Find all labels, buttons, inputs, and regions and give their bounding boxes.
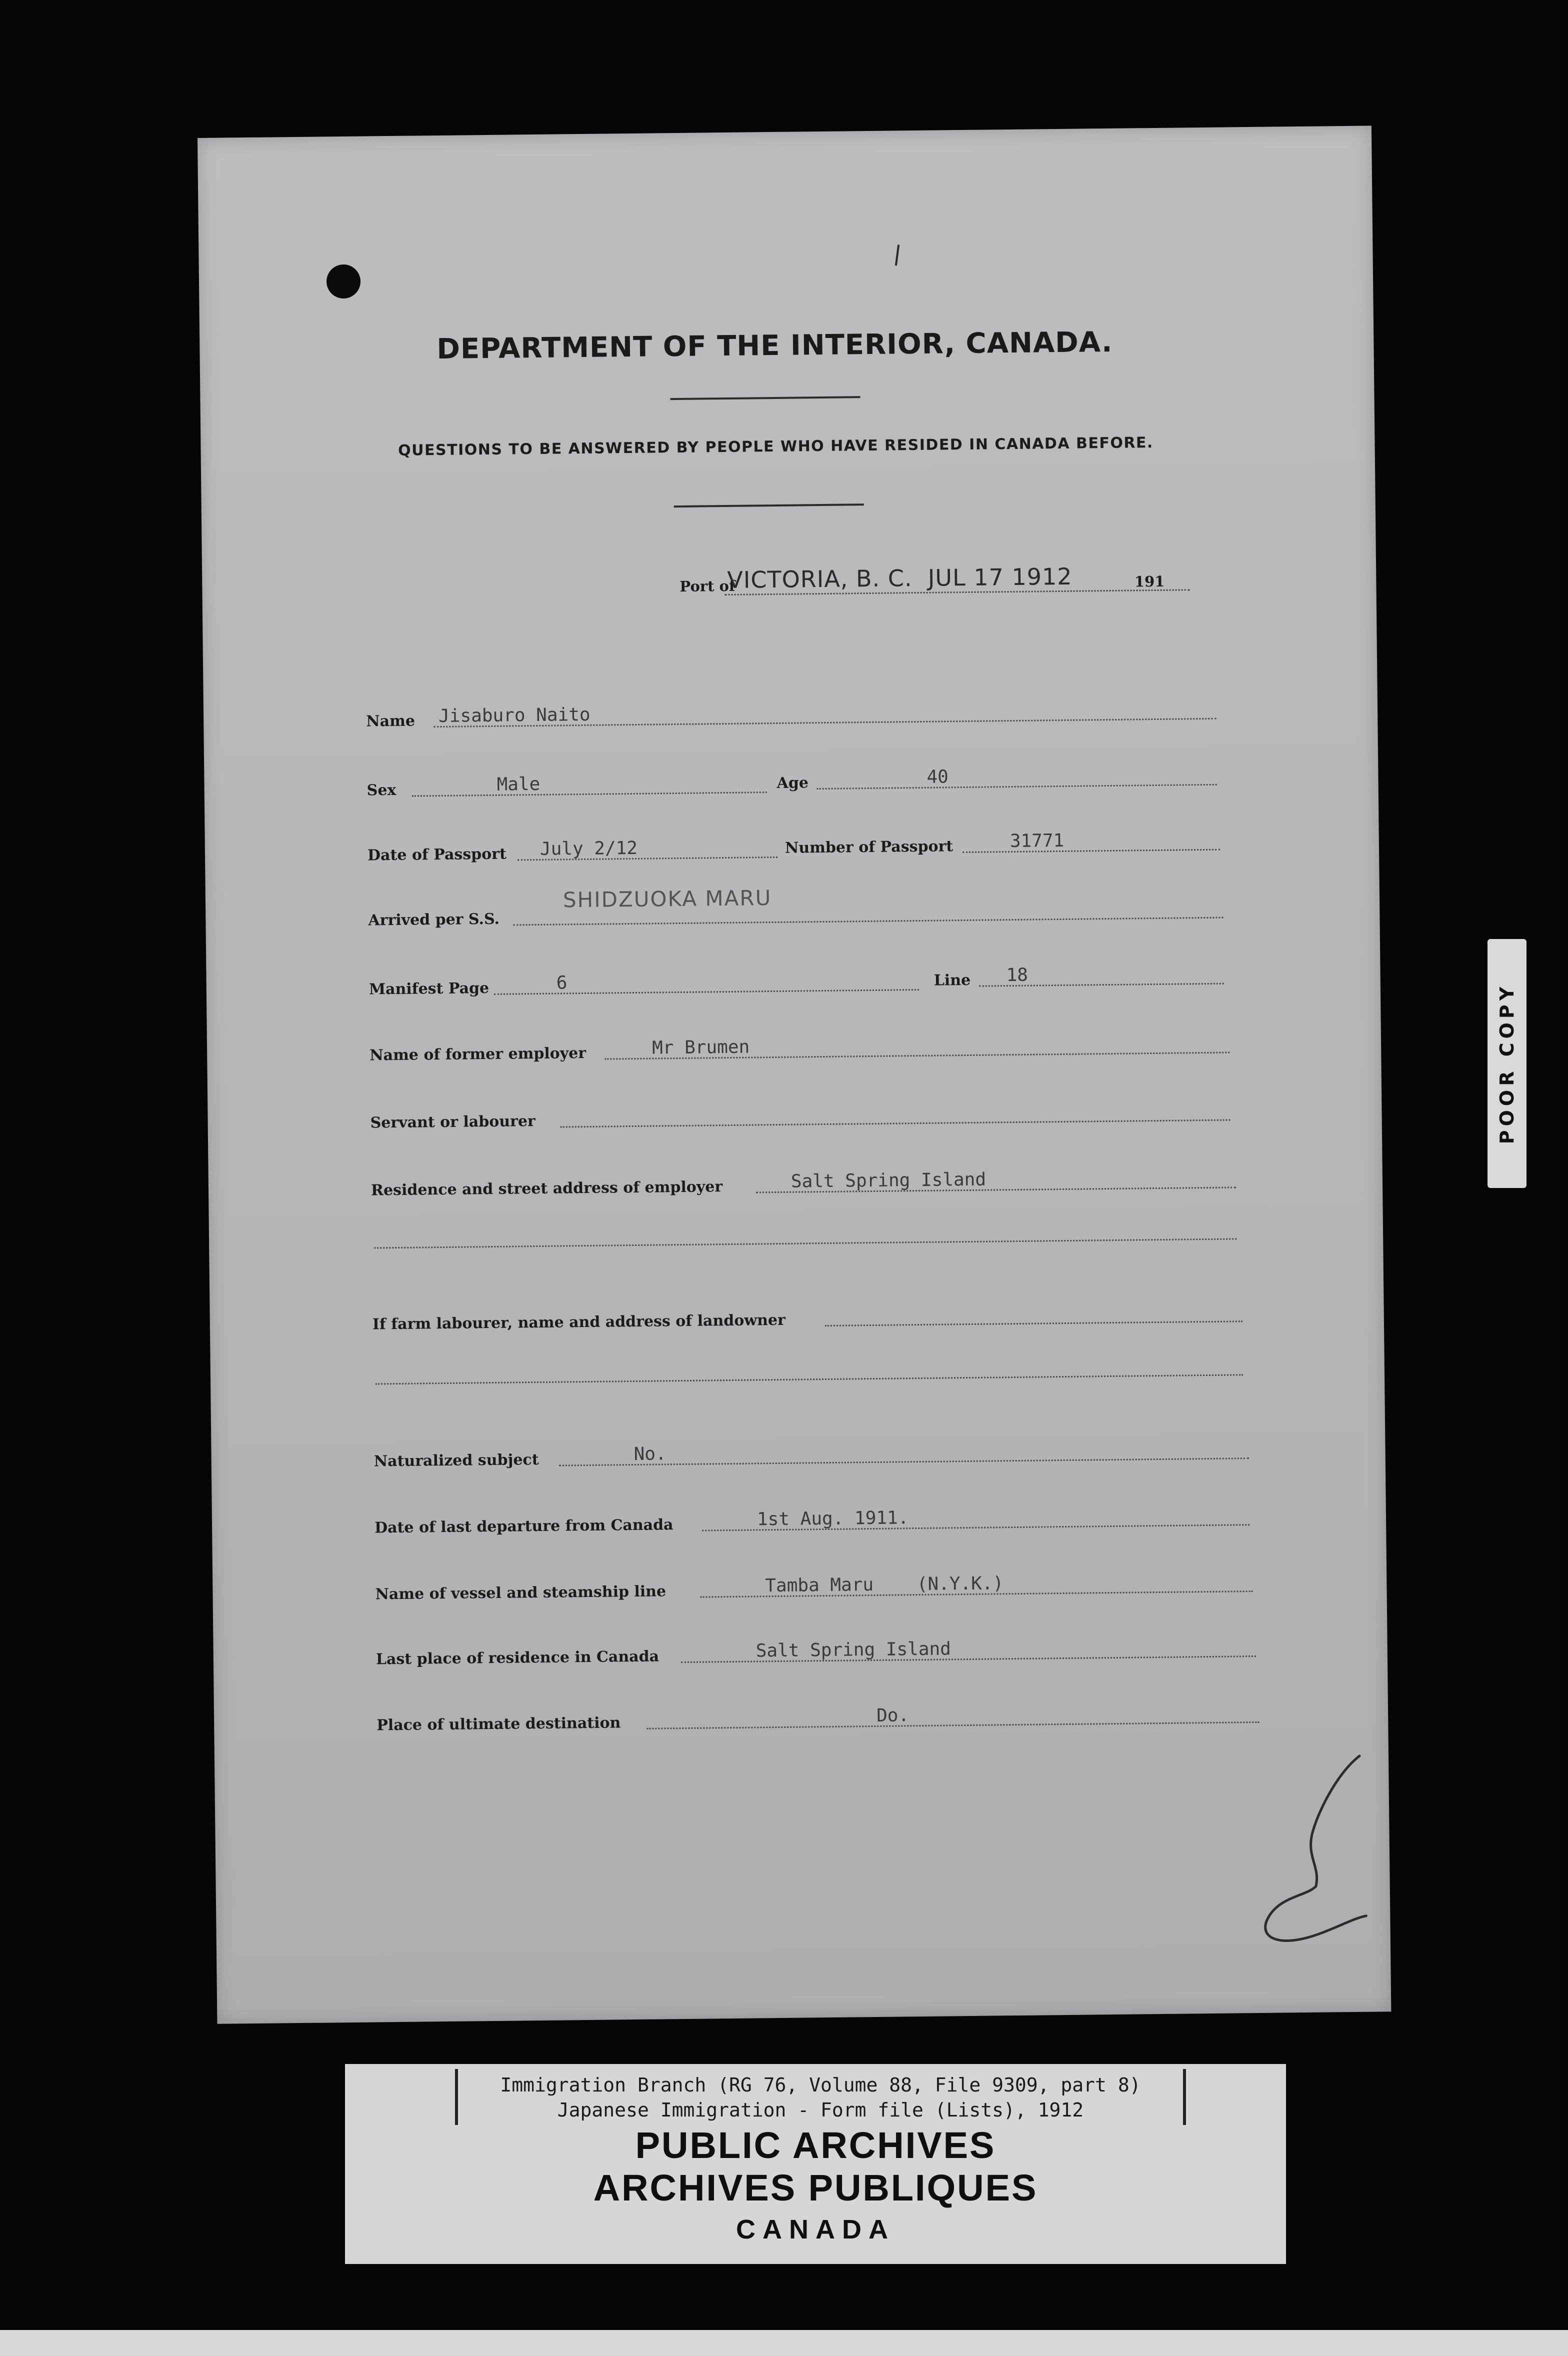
sex-label: Sex	[366, 781, 396, 800]
age-value: 40	[926, 766, 949, 788]
name-value: Jisaburo Naito	[438, 704, 590, 727]
last-residence-value: Salt Spring Island	[756, 1638, 952, 1662]
employer-address-value: Salt Spring Island	[790, 1169, 986, 1192]
manifest-page-field	[368, 964, 919, 1002]
archives-publiques-title: ARCHIVES PUBLIQUES	[593, 2167, 1038, 2208]
punch-hole	[326, 264, 361, 299]
last-residence-field	[376, 1631, 1256, 1672]
vessel-field	[375, 1566, 1253, 1607]
poor-copy-tag	[1488, 939, 1526, 1188]
port-stamp	[727, 563, 1072, 594]
farm-labourer-continuation	[376, 1372, 1243, 1384]
year-suffix: 191	[1134, 572, 1165, 590]
passport-number-field	[785, 824, 1220, 861]
reference-box	[455, 2069, 1186, 2125]
employer-address-field	[371, 1162, 1236, 1203]
port-label: Port of	[680, 577, 736, 595]
film-edge	[0, 2330, 1568, 2356]
former-employer-field	[370, 1027, 1230, 1068]
age-field	[776, 760, 1217, 796]
passport-date-value: July 2/12	[540, 838, 638, 860]
reference-line-1: Immigration Branch (RG 76, Volume 88, File 9309, part 8)	[500, 2074, 1141, 2096]
manifest-page-value: 6	[556, 972, 568, 994]
port-date: JUL 17 1912	[928, 562, 1072, 592]
vessel-value: Tamba Maru (N.Y.K.)	[765, 1573, 1004, 1596]
last-departure-label: Date of last departure from Canada	[374, 1516, 674, 1537]
subtitle-rule	[674, 504, 864, 508]
arrived-per-stamp: SHIDZUOKA MARU	[562, 886, 772, 912]
last-departure-field	[374, 1500, 1250, 1540]
employer-address-continuation	[374, 1236, 1236, 1248]
servant-labourer-label: Servant or labourer	[370, 1112, 536, 1132]
manifest-line-label: Line	[934, 971, 971, 990]
name-label: Name	[366, 712, 416, 730]
former-employer-value: Mr Brumen	[652, 1036, 750, 1058]
immigration-form	[198, 126, 1391, 2024]
naturalized-field	[374, 1433, 1249, 1474]
public-archives-title: PUBLIC ARCHIVES	[635, 2124, 996, 2166]
servant-labourer-field	[370, 1094, 1230, 1136]
former-employer-label: Name of former employer	[370, 1044, 586, 1064]
poor-copy-text: POOR COPY	[1496, 982, 1518, 1144]
arrived-per-label: Arrived per S.S.	[368, 910, 500, 930]
port-of-entry	[680, 558, 1190, 599]
stray-pen-mark	[895, 244, 900, 266]
sex-value: Male	[496, 774, 540, 795]
name-field	[366, 694, 1216, 734]
sex-field	[366, 767, 767, 803]
naturalized-value: No.	[634, 1444, 666, 1465]
form-title: DEPARTMENT OF THE INTERIOR, CANADA.	[436, 326, 1113, 366]
destination-field	[376, 1697, 1260, 1738]
reference-line-2: Japanese Immigration - Form file (Lists), 1912	[557, 2099, 1084, 2121]
arrived-per-field	[368, 886, 1224, 934]
age-label: Age	[776, 774, 809, 792]
canada-label: CANADA	[736, 2214, 895, 2244]
handwritten-mark	[1244, 1746, 1376, 1948]
manifest-line-field	[934, 958, 1224, 994]
passport-number-label: Number of Passport	[784, 838, 954, 857]
last-residence-label: Last place of residence in Canada	[376, 1648, 660, 1668]
archive-label	[345, 2064, 1286, 2264]
destination-label: Place of ultimate destination	[376, 1714, 621, 1734]
naturalized-label: Naturalized subject	[374, 1450, 539, 1470]
form-subtitle: QUESTIONS TO BE ANSWERED BY PEOPLE WHO HAVE RESIDED IN CANADA BEFORE.	[398, 434, 1154, 460]
manifest-page-label: Manifest Page	[368, 979, 490, 998]
port-city: VICTORIA, B. C.	[727, 564, 912, 594]
manifest-line-value: 18	[1006, 964, 1028, 986]
passport-number-value: 31771	[1010, 830, 1064, 852]
employer-address-label: Residence and street address of employer	[370, 1178, 723, 1200]
passport-date-field	[368, 832, 778, 868]
title-rule	[670, 396, 860, 400]
passport-date-label: Date of Passport	[367, 845, 507, 864]
farm-labourer-label: If farm labourer, name and address of landowner	[372, 1311, 786, 1334]
vessel-label: Name of vessel and steamship line	[375, 1582, 666, 1604]
destination-value: Do.	[876, 1705, 910, 1726]
last-departure-value: 1st Aug. 1911.	[756, 1508, 909, 1530]
farm-labourer-field	[372, 1296, 1242, 1337]
